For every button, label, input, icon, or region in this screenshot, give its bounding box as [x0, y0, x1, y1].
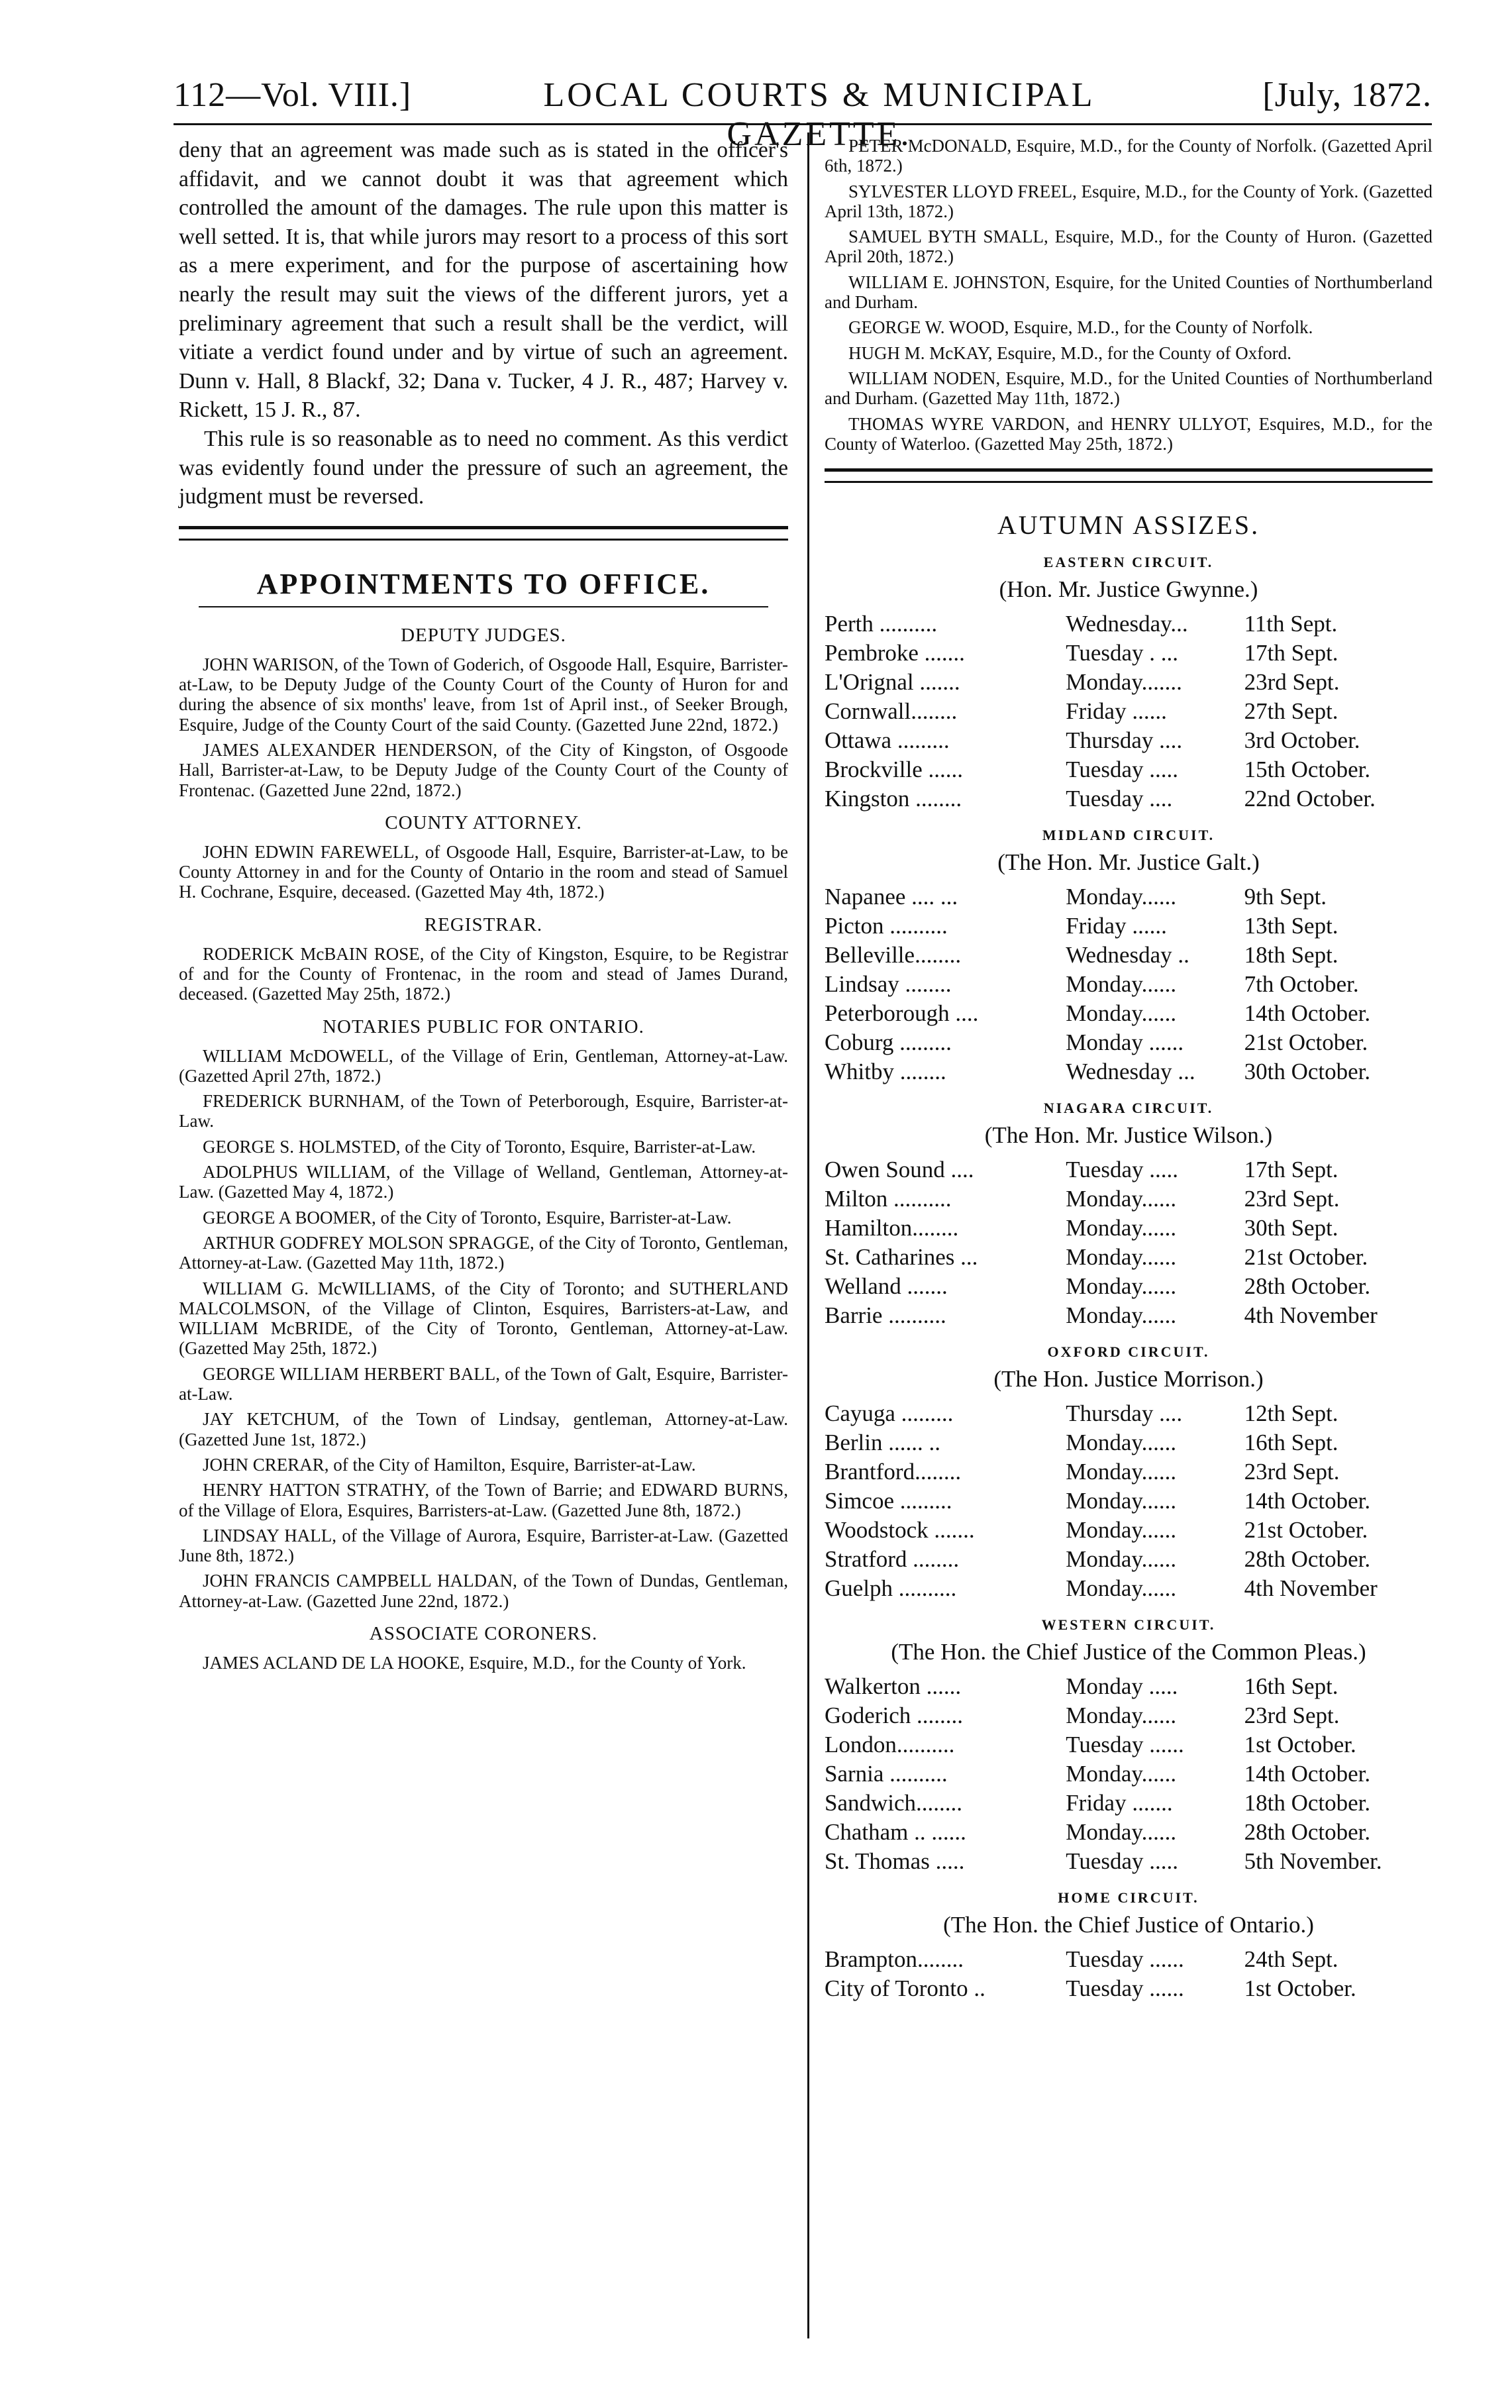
assize-date: 23rd Sept.: [1244, 1702, 1340, 1729]
assize-row: [825, 1945, 1433, 1974]
assize-row: [825, 1789, 1433, 1818]
assize-town: Goderich ........: [825, 1702, 963, 1729]
appointment-entry: JOHN EDWIN FAREWELL, of Osgoode Hall, Esquire, Barrister-at-Law, to be County Attorney in and for the County of Ontario in the room and stead of Samuel H. Cochrane, Esquire, deceased. (Gazetted May 4th, 1872.): [179, 841, 788, 902]
assize-date: 15th October.: [1244, 757, 1371, 783]
circuit-judge: (The Hon. the Chief Justice of Ontario.): [943, 1912, 1314, 1938]
coroner-entry: WILLIAM E. JOHNSTON, Esquire, for the United Counties of Northumberland and Durham.: [825, 272, 1433, 313]
section-heading: DEPUTY JUDGES.: [401, 624, 566, 646]
appointment-entry: JAMES ALEXANDER HENDERSON, of the City of Kingston, of Osgoode Hall, Barrister-at-Law, to be Deputy Judge of the County Court of the County of Frontenac. (Gazetted June 22nd, 1872.): [179, 739, 788, 800]
assize-day: Monday .....: [1066, 1673, 1178, 1700]
assize-row: [825, 1057, 1433, 1086]
assize-date: 16th Sept.: [1244, 1673, 1338, 1700]
assize-row: [825, 668, 1433, 697]
assize-date: 11th Sept.: [1244, 611, 1338, 637]
assize-row: [825, 1301, 1433, 1330]
assize-row: [825, 1974, 1433, 2003]
assize-town: Brockville ......: [825, 757, 963, 783]
assize-town: London..........: [825, 1732, 955, 1758]
assize-row: [825, 1672, 1433, 1701]
assize-town: Kingston ........: [825, 786, 962, 812]
assize-day: Monday......: [1066, 1244, 1177, 1271]
assize-day: Tuesday ......: [1066, 1946, 1184, 1973]
appointment-entry: JAY KETCHUM, of the Town of Lindsay, gentleman, Attorney-at-Law. (Gazetted June 1st, 1872.): [179, 1409, 788, 1449]
assize-day: Tuesday . ...: [1066, 640, 1179, 666]
assize-town: Napanee .... ...: [825, 884, 958, 910]
assize-town: Woodstock .......: [825, 1517, 975, 1544]
assize-date: 23rd Sept.: [1244, 1186, 1340, 1212]
assize-day: Friday ......: [1066, 913, 1167, 939]
assize-day: Monday......: [1066, 884, 1177, 910]
coroner-entry: SYLVESTER LLOYD FREEL, Esquire, M.D., for the County of York. (Gazetted April 13th, 1872.): [825, 181, 1433, 221]
appointment-entry: FREDERICK BURNHAM, of the Town of Peterborough, Esquire, Barrister-at-Law.: [179, 1091, 788, 1131]
circuit-heading: HOME CIRCUIT.: [1058, 1889, 1199, 1907]
assize-date: 14th October.: [1244, 1761, 1371, 1787]
assize-town: Milton ..........: [825, 1186, 952, 1212]
assize-day: Monday......: [1066, 1459, 1177, 1485]
assize-town: Brampton........: [825, 1946, 964, 1973]
appointment-entry: ADOLPHUS WILLIAM, of the Village of Welland, Gentleman, Attorney-at-Law. (Gazetted May 4, 1872.): [179, 1162, 788, 1202]
appointment-entry: JOHN FRANCIS CAMPBELL HALDAN, of the Town of Dundas, Gentleman, Attorney-at-Law. (Gazetted June 22nd, 1872.): [179, 1571, 788, 1611]
assize-day: Monday......: [1066, 971, 1177, 998]
assize-day: Monday......: [1066, 1186, 1177, 1212]
section-heading: COUNTY ATTORNEY.: [385, 811, 582, 833]
assize-day: Friday .......: [1066, 1790, 1173, 1816]
section-heading: REGISTRAR.: [424, 914, 543, 935]
assize-town: St. Catharines ...: [825, 1244, 978, 1271]
assize-date: 14th October.: [1244, 1488, 1371, 1514]
coroner-entry: WILLIAM NODEN, Esquire, M.D., for the United Counties of Northumberland and Durham. (Gazetted May 11th, 1872.): [825, 368, 1433, 409]
assize-day: Wednesday...: [1066, 611, 1188, 637]
assize-date: 14th October.: [1244, 1000, 1371, 1027]
assize-town: Perth ..........: [825, 611, 938, 637]
assize-date: 12th Sept.: [1244, 1400, 1338, 1427]
assize-date: 23rd Sept.: [1244, 1459, 1340, 1485]
assize-day: Wednesday ..: [1066, 942, 1189, 968]
appointments-title: APPOINTMENTS TO OFFICE.: [256, 567, 711, 600]
assize-day: Monday......: [1066, 1546, 1177, 1573]
assize-row: [825, 1214, 1433, 1243]
assize-town: Chatham .. ......: [825, 1819, 966, 1846]
assize-day: Monday.......: [1066, 669, 1182, 696]
assize-row: [825, 1487, 1433, 1516]
assize-day: Monday......: [1066, 1517, 1177, 1544]
assize-row: [825, 1428, 1433, 1457]
assize-town: Berlin ...... ..: [825, 1430, 940, 1456]
assize-day: Thursday ....: [1066, 1400, 1183, 1427]
assize-date: 13th Sept.: [1244, 913, 1338, 939]
circuit-judge: (The Hon. Mr. Justice Galt.): [997, 849, 1260, 876]
appointment-entry: WILLIAM McDOWELL, of the Village of Erin, Gentleman, Attorney-at-Law. (Gazetted April 27th, 1872.): [179, 1045, 788, 1086]
assize-row: [825, 999, 1433, 1028]
assize-day: Tuesday ......: [1066, 1975, 1184, 2002]
assize-date: 27th Sept.: [1244, 698, 1338, 725]
assize-row: [825, 1184, 1433, 1214]
assize-town: Coburg .........: [825, 1029, 952, 1056]
assize-day: Monday ......: [1066, 1029, 1184, 1056]
assize-row: [825, 1243, 1433, 1272]
assize-town: Lindsay ........: [825, 971, 952, 998]
assize-row: [825, 1155, 1433, 1184]
assize-row: [825, 755, 1433, 784]
assize-town: Stratford ........: [825, 1546, 960, 1573]
header-rule: [174, 123, 1432, 125]
section-heading: ASSOCIATE CORONERS.: [369, 1623, 598, 1644]
assize-day: Monday......: [1066, 1302, 1177, 1329]
assize-town: Simcoe .........: [825, 1488, 952, 1514]
circuit-heading: WESTERN CIRCUIT.: [1041, 1616, 1216, 1634]
assize-date: 21st October.: [1244, 1029, 1368, 1056]
assize-date: 23rd Sept.: [1244, 669, 1340, 696]
assize-row: [825, 1028, 1433, 1057]
assize-row: [825, 609, 1433, 639]
assize-day: Monday......: [1066, 1273, 1177, 1300]
appointment-entry: JOHN WARISON, of the Town of Goderich, of Osgoode Hall, Esquire, Barrister-at-Law, to be Deputy Judge of the County Court of the County of Huron for and during the absence of six months' leave, from 1st of April inst., of Seeker Brough, Esquire, Judge of the County Court of the said County. (Gazetted June 22nd, 1872.): [179, 654, 788, 735]
section-heading: NOTARIES PUBLIC FOR ONTARIO.: [323, 1016, 644, 1037]
assize-row: [825, 697, 1433, 726]
coroner-entry: THOMAS WYRE VARDON, and HENRY ULLYOT, Esquires, M.D., for the County of Waterloo. (Gazetted May 25th, 1872.): [825, 413, 1433, 454]
assize-town: City of Toronto ..: [825, 1975, 985, 2002]
assize-date: 1st October.: [1244, 1975, 1356, 2002]
assize-day: Thursday ....: [1066, 727, 1183, 754]
assize-row: [825, 1272, 1433, 1301]
assize-town: Ottawa .........: [825, 727, 950, 754]
assize-date: 17th Sept.: [1244, 1157, 1338, 1183]
assize-day: Monday......: [1066, 1702, 1177, 1729]
assize-town: St. Thomas .....: [825, 1848, 965, 1875]
assize-date: 30th October.: [1244, 1059, 1371, 1085]
assize-town: Owen Sound ....: [825, 1157, 974, 1183]
section-double-rule: [179, 526, 788, 541]
assize-town: Whitby ........: [825, 1059, 946, 1085]
appointment-entry: GEORGE A BOOMER, of the City of Toronto, Esquire, Barrister-at-Law.: [203, 1207, 732, 1228]
page-header: [174, 64, 1432, 153]
circuit-heading: MIDLAND CIRCUIT.: [1042, 827, 1215, 844]
assize-date: 28th October.: [1244, 1819, 1371, 1846]
assize-date: 7th October.: [1244, 971, 1359, 998]
coroner-entry: PETER McDONALD, Esquire, M.D., for the County of Norfolk. (Gazetted April 6th, 1872.): [825, 136, 1433, 176]
assize-row: [825, 784, 1433, 813]
assize-town: Cornwall........: [825, 698, 958, 725]
assize-row: [825, 1759, 1433, 1789]
assize-date: 18th October.: [1244, 1790, 1371, 1816]
appointment-entry: JOHN CRERAR, of the City of Hamilton, Esquire, Barrister-at-Law.: [203, 1454, 696, 1475]
assize-day: Monday......: [1066, 1761, 1177, 1787]
assize-day: Tuesday ....: [1066, 786, 1173, 812]
appointment-entry: GEORGE S. HOLMSTED, of the City of Toronto, Esquire, Barrister-at-Law.: [203, 1136, 756, 1157]
assize-row: [825, 1516, 1433, 1545]
assize-date: 5th November.: [1244, 1848, 1382, 1875]
circuit-judge: (Hon. Mr. Justice Gwynne.): [999, 576, 1258, 603]
left-column: [179, 136, 788, 1678]
circuit-judge: (The Hon. Mr. Justice Wilson.): [984, 1122, 1273, 1149]
assize-town: Cayuga .........: [825, 1400, 954, 1427]
assize-day: Tuesday .....: [1066, 1848, 1179, 1875]
case-paragraph: deny that an agreement was made such as is stated in the officer's affidavit, and we cannot doubt it was that agreement which controlled the amount of the damages. The rule upon this matter is well setted. It is, that while jurors may resort to a process of this sort as a mere experiment, and for the purpose of ascertaining how nearly the result may suit the views of the different jurors, yet a preliminary agreement that such a result shall be the verdict, will vitiate a verdict found under and by virtue of such an agreement. Dunn v. Hall, 8 Blackf, 32; Dana v. Tucker, 4 J. R., 487; Harvey v. Rickett, 15 J. R., 87.: [179, 138, 788, 423]
assize-day: Tuesday ......: [1066, 1732, 1184, 1758]
assize-date: 9th Sept.: [1244, 884, 1327, 910]
assize-row: [825, 941, 1433, 970]
header-date: [July, 1872.: [1262, 76, 1432, 114]
assize-date: 16th Sept.: [1244, 1430, 1338, 1456]
assize-day: Wednesday ...: [1066, 1059, 1195, 1085]
assize-day: Monday......: [1066, 1575, 1177, 1602]
assize-day: Monday......: [1066, 1488, 1177, 1514]
assize-day: Monday......: [1066, 1819, 1177, 1846]
appointment-entry: LINDSAY HALL, of the Village of Aurora, Esquire, Barrister-at-Law. (Gazetted June 8th, 1872.): [179, 1525, 788, 1566]
assize-row: [825, 1545, 1433, 1574]
assize-town: Sandwich........: [825, 1790, 963, 1816]
assize-row: [825, 1847, 1433, 1876]
appointment-entry: HENRY HATTON STRATHY, of the Town of Barrie; and EDWARD BURNS, of the Village of Elora, Esquires, Barristers-at-Law. (Gazetted June 8th, 1872.): [179, 1480, 788, 1520]
appointment-entry: WILLIAM G. McWILLIAMS, of the City of Toronto; and SUTHERLAND MALCOLMSON, of the Village of Clinton, Esquires, Barristers-at-Law, and WILLIAM McBRIDE, of the City of Toronto, Gentleman, Attorney-at-Law. (Gazetted May 25th, 1872.): [179, 1278, 788, 1359]
assize-row: [825, 1574, 1433, 1603]
assize-town: Welland .......: [825, 1273, 948, 1300]
assize-town: Barrie ..........: [825, 1302, 946, 1329]
coroner-entry: HUGH M. McKAY, Esquire, M.D., for the County of Oxford.: [848, 342, 1291, 363]
assize-day: Monday......: [1066, 1215, 1177, 1241]
assize-date: 17th Sept.: [1244, 640, 1338, 666]
case-paragraph: This rule is so reasonable as to need no comment. As this verdict was evidently found under the pressure of such an agreement, the judgment must be reversed.: [179, 426, 788, 509]
assize-town: Hamilton........: [825, 1215, 959, 1241]
circuit-judge: (The Hon. the Chief Justice of the Common Pleas.): [891, 1639, 1366, 1665]
right-column: [825, 136, 1433, 2003]
assize-day: Tuesday .....: [1066, 757, 1179, 783]
assize-town: Walkerton ......: [825, 1673, 962, 1700]
assize-row: [825, 912, 1433, 941]
assize-date: 4th November: [1244, 1575, 1378, 1602]
assize-town: Picton ..........: [825, 913, 948, 939]
assize-row: [825, 639, 1433, 668]
coroner-entry: SAMUEL BYTH SMALL, Esquire, M.D., for the County of Huron. (Gazetted April 20th, 1872.): [825, 227, 1433, 267]
assize-day: Friday ......: [1066, 698, 1167, 725]
circuit-heading: OXFORD CIRCUIT.: [1047, 1343, 1210, 1361]
assize-row: [825, 1701, 1433, 1730]
circuit-judge: (The Hon. Justice Morrison.): [993, 1366, 1264, 1392]
assizes-title: AUTUMN ASSIZES.: [997, 510, 1260, 541]
assize-day: Monday......: [1066, 1000, 1177, 1027]
assize-town: Guelph ..........: [825, 1575, 957, 1602]
header-publication-title: LOCAL COURTS & MUNICIPAL GAZETTE.: [543, 76, 1095, 153]
assize-day: Tuesday .....: [1066, 1157, 1179, 1183]
assize-date: 21st October.: [1244, 1517, 1368, 1544]
assize-date: 3rd October.: [1244, 727, 1360, 754]
header-volume: 112—Vol. VIII.]: [174, 76, 412, 114]
assize-row: [825, 1399, 1433, 1428]
assize-row: [825, 970, 1433, 999]
appointment-entry: JAMES ACLAND DE LA HOOKE, Esquire, M.D., for the County of York.: [203, 1653, 746, 1673]
assize-row: [825, 1457, 1433, 1487]
title-rule: [199, 606, 768, 607]
assize-town: Brantford........: [825, 1459, 962, 1485]
assize-town: Belleville........: [825, 942, 962, 968]
section-double-rule: [825, 468, 1433, 483]
assize-town: Peterborough ....: [825, 1000, 979, 1027]
appointment-entry: GEORGE WILLIAM HERBERT BALL, of the Town of Galt, Esquire, Barrister-at-Law.: [179, 1363, 788, 1404]
appointment-entry: ARTHUR GODFREY MOLSON SPRAGGE, of the City of Toronto, Gentleman, Attorney-at-Law. (Gazetted May 11th, 1872.): [179, 1232, 788, 1273]
assize-date: 30th Sept.: [1244, 1215, 1338, 1241]
assize-row: [825, 1818, 1433, 1847]
assize-date: 21st October.: [1244, 1244, 1368, 1271]
assize-town: Pembroke .......: [825, 640, 965, 666]
assize-date: 22nd October.: [1244, 786, 1376, 812]
assize-date: 4th November: [1244, 1302, 1378, 1329]
assize-date: 28th October.: [1244, 1273, 1371, 1300]
assize-town: L'Orignal .......: [825, 669, 960, 696]
assize-town: Sarnia ..........: [825, 1761, 948, 1787]
appointment-entry: RODERICK McBAIN ROSE, of the City of Kingston, Esquire, to be Registrar of and for the County of Frontenac, in the room and stead of James Durand, deceased. (Gazetted May 25th, 1872.): [179, 943, 788, 1004]
circuit-heading: EASTERN CIRCUIT.: [1043, 554, 1214, 571]
assize-date: 24th Sept.: [1244, 1946, 1338, 1973]
circuit-heading: NIAGARA CIRCUIT.: [1043, 1100, 1214, 1117]
assize-date: 28th October.: [1244, 1546, 1371, 1573]
assize-date: 18th Sept.: [1244, 942, 1338, 968]
column-divider: [807, 132, 809, 2338]
coroner-entry: GEORGE W. WOOD, Esquire, M.D., for the County of Norfolk.: [848, 317, 1313, 338]
assize-row: [825, 882, 1433, 912]
assize-row: [825, 1730, 1433, 1759]
assize-date: 1st October.: [1244, 1732, 1356, 1758]
assize-row: [825, 726, 1433, 755]
assize-day: Monday......: [1066, 1430, 1177, 1456]
